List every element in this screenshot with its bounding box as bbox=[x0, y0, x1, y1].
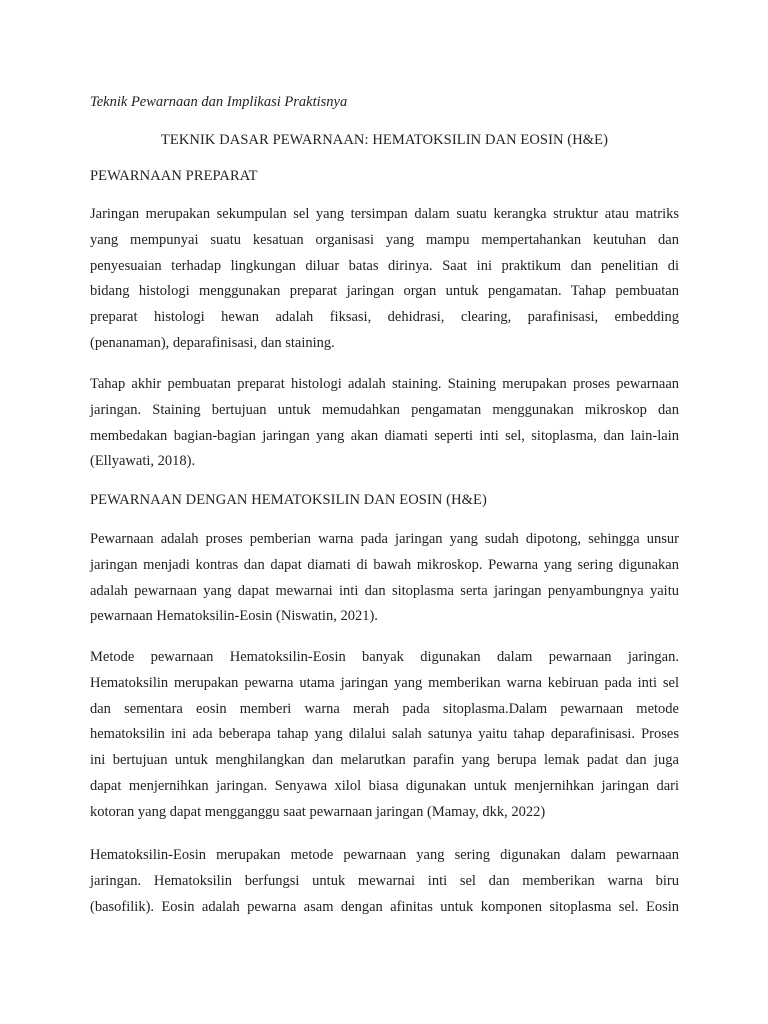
paragraph-line: yang mempunyai suatu kesatuan organisasi yang mampu mempertahankan keutuhan dan bbox=[90, 231, 679, 248]
paragraph-line: ini bertujuan untuk menghilangkan dan melarutkan parafin yang berupa lemak padat dan juga bbox=[90, 752, 679, 769]
paragraph-line: Tahap akhir pembuatan preparat histologi adalah staining. Staining merupakan proses pewarnaan bbox=[90, 376, 679, 392]
paragraph-line: membedakan bagian-bagian jaringan yang akan diamati seperti inti sel, sitoplasma, dan lain-lain bbox=[90, 427, 679, 444]
paragraph-line: bidang histologi menggunakan preparat jaringan organ untuk pengamatan. Tahap pembuatan bbox=[90, 283, 679, 300]
paragraph-line: hematoksilin ini ada beberapa tahap yang dilalui salah satunya yaitu tahap deparafinisasi. Proses bbox=[90, 726, 679, 743]
document-title: TEKNIK DASAR PEWARNAAN: HEMATOKSILIN DAN EOSIN (H&E) bbox=[160, 132, 609, 148]
paragraph-5 bbox=[90, 843, 679, 920]
paragraph-line: (Ellyawati, 2018). bbox=[90, 453, 196, 470]
paragraph-line: penyesuaian terhadap lingkungan diluar batas dirinya. Saat ini praktikum dan penelitian di bbox=[90, 257, 679, 274]
paragraph-line: Jaringan merupakan sekumpulan sel yang tersimpan dalam suatu kerangka struktur atau matriks bbox=[90, 206, 679, 222]
paragraph-line: Hematoksilin-Eosin merupakan metode pewarnaan yang sering digunakan dalam pewarnaan bbox=[90, 847, 679, 863]
paragraph-2 bbox=[90, 372, 679, 475]
paragraph-4 bbox=[90, 645, 679, 826]
paragraph-line: Pewarnaan adalah proses pemberian warna pada jaringan yang sudah dipotong, sehingga unsur bbox=[90, 531, 679, 547]
paragraph-1 bbox=[90, 202, 679, 357]
paragraph-line: preparat histologi hewan adalah fiksasi, dehidrasi, clearing, parafinisasi, embedding bbox=[90, 309, 679, 326]
paragraph-line: (basofilik). Eosin adalah pewarna asam dengan afinitas untuk komponen sitoplasma sel. Eosin bbox=[90, 898, 679, 915]
section-heading-pewarnaan-he: PEWARNAAN DENGAN HEMATOKSILIN DAN EOSIN (H&E) bbox=[90, 492, 487, 508]
paragraph-line: jaringan menjadi kontras dan dapat diamati di bawah mikroskop. Pewarna yang sering digunakan bbox=[90, 556, 679, 573]
paragraph-line: dan sementara eosin memberi warna merah pada sitoplasma.Dalam pewarnaan metode bbox=[90, 700, 679, 717]
paragraph-line: kotoran yang dapat mengganggu saat pewarnaan jaringan (Mamay, dkk, 2022) bbox=[90, 803, 546, 820]
header-note: Teknik Pewarnaan dan Implikasi Praktisnya bbox=[90, 94, 348, 110]
paragraph-3 bbox=[90, 527, 679, 630]
paragraph-line: pewarnaan Hematoksilin-Eosin (Niswatin, 2021). bbox=[90, 608, 378, 625]
paragraph-line: Hematoksilin merupakan pewarna utama jaringan yang memberikan warna kebiruan pada inti sel bbox=[90, 674, 679, 691]
paragraph-line: (penanaman), deparafinisasi, dan staining. bbox=[90, 334, 335, 351]
section-heading-pewarnaan-preparat: PEWARNAAN PREPARAT bbox=[90, 168, 258, 184]
paragraph-line: Metode pewarnaan Hematoksilin-Eosin banyak digunakan dalam pewarnaan jaringan. bbox=[90, 649, 679, 665]
paragraph-line: dapat menjernihkan jaringan. Senyawa xilol biasa digunakan untuk menjernihkan jaringan dari bbox=[90, 777, 679, 794]
paragraph-line: adalah pewarnaan yang dapat mewarnai inti dan sitoplasma serta jaringan penyambungnya yaitu bbox=[90, 582, 679, 599]
paragraph-line: jaringan. Staining bertujuan untuk memudahkan pengamatan menggunakan mikroskop dan bbox=[90, 401, 679, 418]
paragraph-line: jaringan. Hematoksilin berfungsi untuk mewarnai inti sel dan memberikan warna biru bbox=[90, 872, 679, 889]
